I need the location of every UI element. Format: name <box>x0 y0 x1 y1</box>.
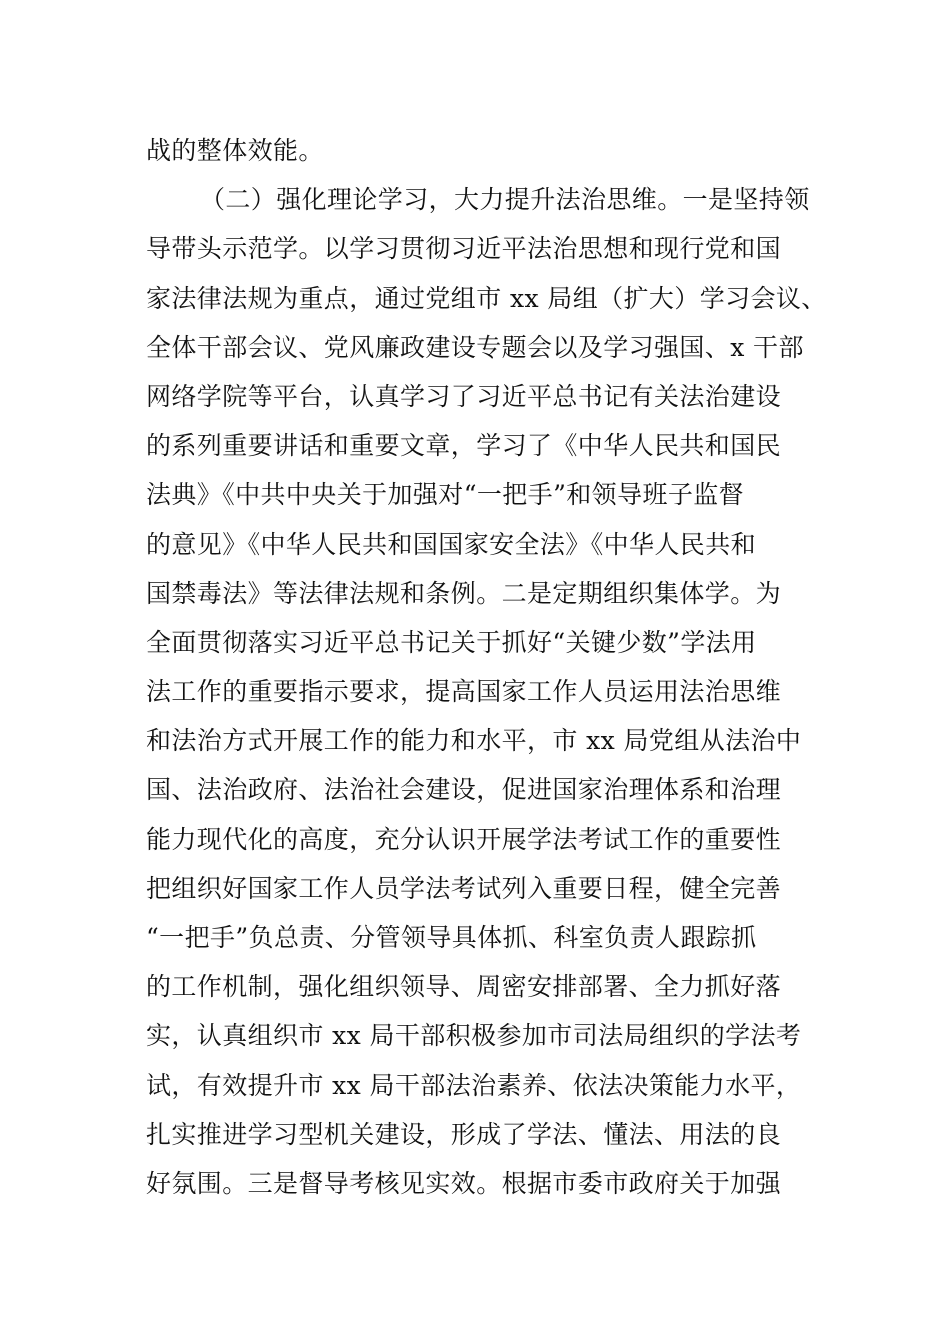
text-line: 家法律法规为重点，通过党组市 xx 局组（扩大）学习会议、 <box>146 283 827 313</box>
text-line: “一把手”负总责、分管领导具体抓、科室负责人跟踪抓 <box>146 923 757 952</box>
text-line: 的工作机制，强化组织领导、周密安排部署、全力抓好落 <box>146 972 782 1002</box>
text-line: 的意见》《中华人民共和国国家安全法》《中华人民共和 <box>146 529 757 559</box>
text-line: 的系列重要讲话和重要文章，学习了《中华人民共和国民 <box>146 431 782 461</box>
text-line: 法工作的重要指示要求，提高国家工作人员运用法治思维 <box>146 677 782 707</box>
text-line: 国禁毒法》等法律法规和条例。二是定期组织集体学。为 <box>146 578 782 608</box>
text-line: 全面贯彻落实习近平总书记关于抓好“关键少数”学法用 <box>146 627 757 657</box>
text-line: 实，认真组织市 xx 局干部积极参加市司法局组织的学法考 <box>146 1021 802 1051</box>
text-line: 试，有效提升市 xx 局干部法治素养、依法决策能力水平， <box>146 1070 802 1100</box>
text-line: 全体干部会议、党风廉政建设专题会以及学习强国、x 干部 <box>146 332 804 362</box>
text-line: 网络学院等平台，认真学习了习近平总书记有关法治建设 <box>146 381 782 411</box>
body-text <box>146 126 827 1208</box>
section-heading-line: （二）强化理论学习，大力提升法治思维。一是坚持领 <box>200 185 810 215</box>
text-line: 好氛围。三是督导考核见实效。根据市委市政府关于加强 <box>146 1168 782 1198</box>
text-line: 国、法治政府、法治社会建设，促进国家治理体系和治理 <box>146 775 782 805</box>
text-line: 导带头示范学。以学习贯彻习近平法治思想和现行党和国 <box>146 234 782 264</box>
text-line: 法典》《中共中央关于加强对“一把手”和领导班子监督 <box>146 480 745 510</box>
text-line: 和法治方式开展工作的能力和水平，市 xx 局党组从法治中 <box>146 726 802 756</box>
text-line: 扎实推进学习型机关建设，形成了学法、懂法、用法的良 <box>146 1119 782 1149</box>
text-line: 战的整体效能。 <box>146 136 324 165</box>
text-line: 把组织好国家工作人员学法考试列入重要日程，健全完善 <box>146 873 782 903</box>
text-line: 能力现代化的高度，充分认识开展学法考试工作的重要性 <box>146 824 782 854</box>
